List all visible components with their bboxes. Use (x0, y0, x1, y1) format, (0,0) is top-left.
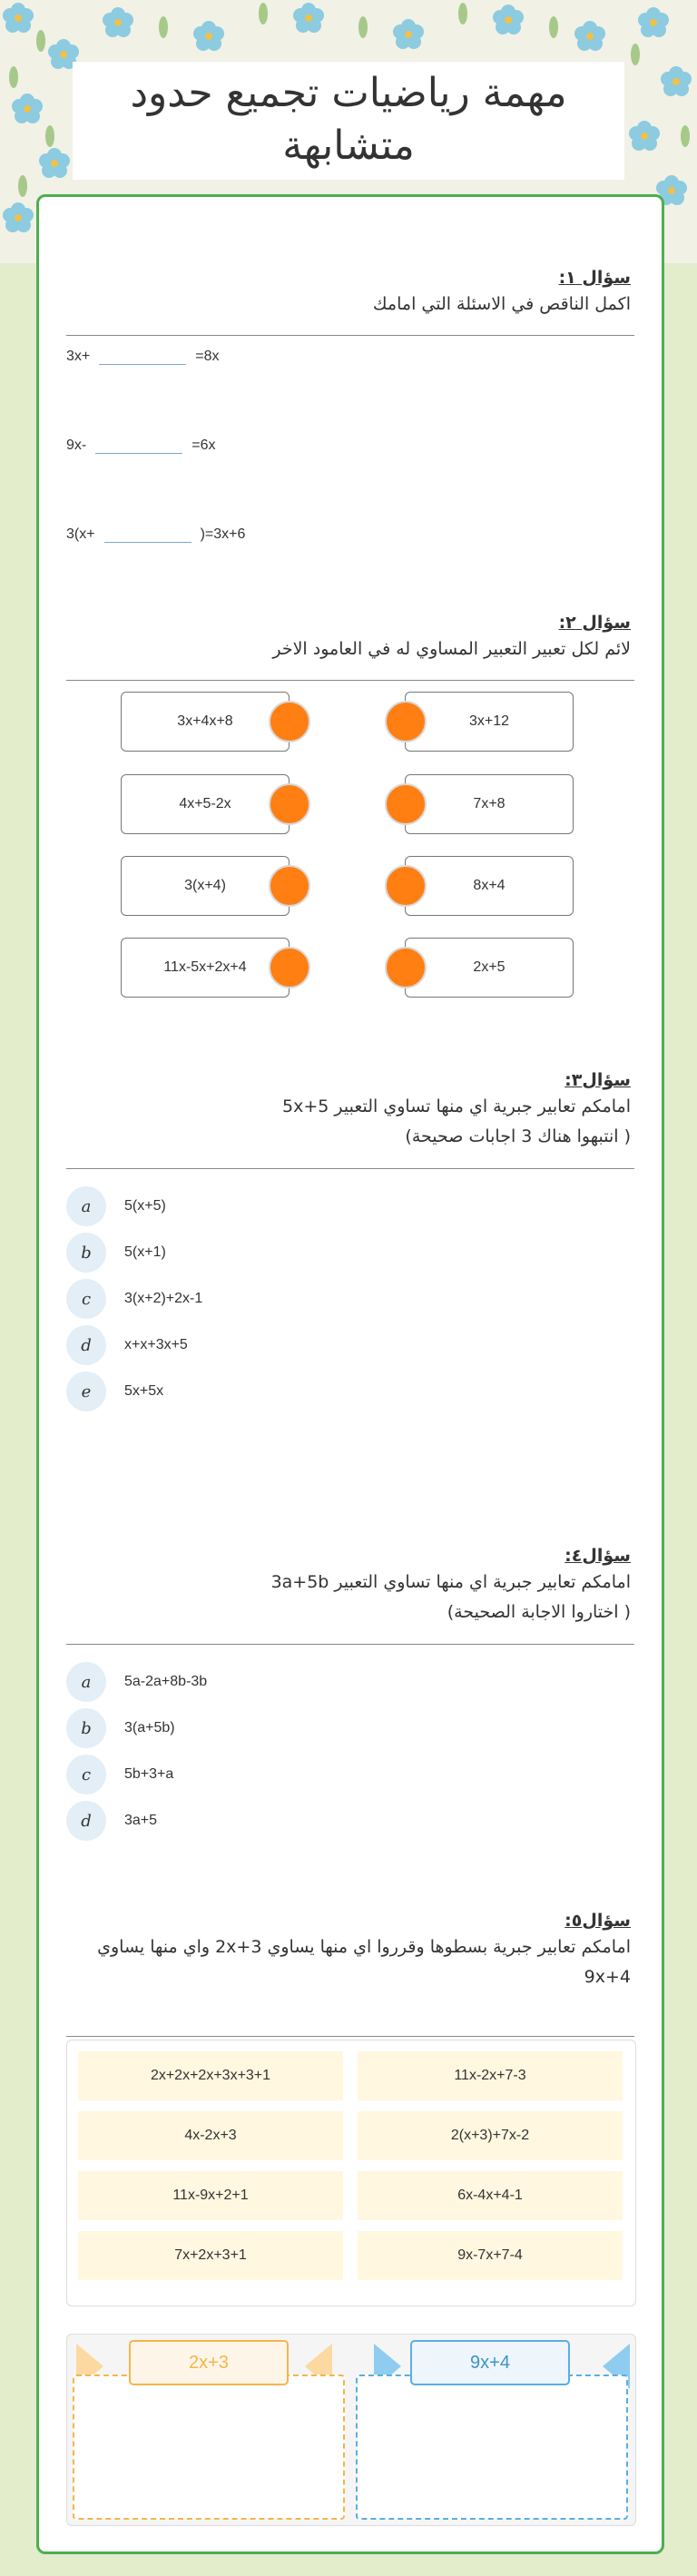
drag-item[interactable]: 6x-4x+4-1 (358, 2171, 623, 2220)
match-connector-dot[interactable] (269, 701, 310, 742)
bin-b-label: 9x+4 (410, 2340, 570, 2385)
match-connector-dot[interactable] (269, 783, 310, 825)
q1-row-prefix: 3(x+ (66, 526, 95, 542)
drag-item[interactable]: 4x-2x+3 (78, 2111, 343, 2160)
match-right-item[interactable]: 8x+4 (405, 856, 574, 916)
q4-option[interactable] (66, 1755, 173, 1794)
q1-row-suffix: =6x (191, 438, 216, 453)
divider (66, 1168, 634, 1169)
q1-blank-input[interactable] (99, 348, 186, 365)
divider (66, 2036, 634, 2037)
option-letter-badge: c (66, 1279, 106, 1319)
match-right-item[interactable]: 7x+8 (405, 774, 574, 834)
q1-blank-input[interactable] (95, 437, 182, 454)
divider (66, 1644, 634, 1645)
q3-option[interactable] (66, 1233, 166, 1273)
drag-item[interactable]: 11x-9x+2+1 (78, 2171, 343, 2220)
q4-option[interactable] (66, 1708, 175, 1748)
q1-text: اكمل الناقص في الاسئلة التي امامك (372, 294, 631, 314)
option-letter-badge: a (66, 1186, 106, 1226)
match-right-item[interactable]: 3x+12 (405, 692, 574, 752)
drag-item[interactable]: 2x+2x+2x+3x+3+1 (78, 2051, 343, 2100)
q5-label: سؤال٥: (564, 1911, 631, 1931)
q1-row (66, 526, 245, 543)
q1-row-prefix: 9x- (66, 438, 87, 453)
option-text: 3(x+2)+2x-1 (124, 1291, 203, 1306)
worksheet-card (36, 194, 664, 2554)
q2-header (68, 611, 631, 664)
match-connector-dot[interactable] (385, 947, 427, 988)
match-left-item[interactable]: 11x-5x+2x+4 (121, 938, 290, 998)
option-text: 3(a+5b) (124, 1720, 175, 1735)
q2-text: لائم لكل تعبير التعبير المساوي له في العامود الاخر (272, 639, 631, 659)
drop-bin-a[interactable] (73, 2374, 345, 2520)
match-right-item[interactable]: 2x+5 (405, 938, 574, 998)
page-title: مهمة رياضيات تجميع حدود متشابهة (73, 62, 624, 180)
divider (66, 680, 634, 681)
q1-blank-input[interactable] (104, 526, 191, 543)
bin-a-label: 2x+3 (129, 2340, 289, 2385)
match-connector-dot[interactable] (385, 701, 427, 742)
option-letter-badge: b (66, 1708, 106, 1748)
q5-header (68, 1909, 631, 1992)
match-left-item[interactable]: 3x+4x+8 (121, 692, 290, 752)
drag-item[interactable]: 7x+2x+3+1 (78, 2231, 343, 2280)
drop-bin-b[interactable] (356, 2374, 628, 2520)
q3-option[interactable] (66, 1186, 166, 1226)
drag-item[interactable]: 9x-7x+7-4 (358, 2231, 623, 2280)
match-left-item[interactable]: 3(x+4) (121, 856, 290, 916)
q5-text: امامكم تعابير جبرية بسطوها وقرروا اي منها يساوي 2x+3 واي منها يساوي 9x+4 (97, 1937, 631, 1987)
option-letter-badge: d (66, 1325, 106, 1365)
q4-text: امامكم تعابير جبرية اي منها تساوي التعبير 3a+5b (270, 1572, 631, 1592)
q1-header (68, 266, 631, 320)
q3-text: امامكم تعابير جبرية اي منها تساوي التعبير 5x+5 (282, 1096, 631, 1116)
option-letter-badge: b (66, 1233, 106, 1273)
option-text: 5b+3+a (124, 1766, 174, 1782)
option-text: 5(x+5) (124, 1198, 166, 1214)
q2-label: سؤال ٢: (558, 613, 631, 633)
q1-row-suffix: )=3x+6 (200, 526, 246, 542)
match-connector-dot[interactable] (385, 783, 427, 825)
q3-option[interactable] (66, 1325, 188, 1365)
option-letter-badge: c (66, 1755, 106, 1794)
option-letter-badge: e (66, 1372, 106, 1411)
q4-option[interactable] (66, 1801, 157, 1841)
q3-header (68, 1068, 631, 1152)
sort-bins-area (66, 2334, 636, 2526)
option-text: x+x+3x+5 (124, 1337, 188, 1352)
q3-option[interactable] (66, 1279, 202, 1319)
q4-header (68, 1544, 631, 1627)
q1-row (66, 437, 215, 454)
option-text: 5x+5x (124, 1383, 164, 1399)
q1-row-suffix: =8x (195, 349, 220, 364)
match-connector-dot[interactable] (269, 865, 310, 907)
q1-row-prefix: 3x+ (66, 349, 91, 364)
q1-row (66, 348, 220, 365)
q3-hint: ( انتبهوا هناك 3 اجابات صحيحة) (405, 1126, 631, 1146)
option-text: 5a-2a+8b-3b (124, 1674, 208, 1689)
drag-item[interactable]: 2(x+3)+7x-2 (358, 2111, 623, 2160)
q4-label: سؤال٤: (564, 1546, 631, 1566)
q3-label: سؤال٣: (564, 1070, 631, 1090)
option-text: 5(x+1) (124, 1244, 166, 1260)
q3-option[interactable] (66, 1372, 163, 1411)
match-connector-dot[interactable] (385, 865, 427, 907)
match-connector-dot[interactable] (269, 947, 310, 988)
divider (66, 335, 634, 336)
q4-option[interactable] (66, 1662, 207, 1702)
option-letter-badge: d (66, 1801, 106, 1841)
drag-item[interactable]: 11x-2x+7-3 (358, 2051, 623, 2100)
q1-label: سؤال ١: (558, 268, 631, 288)
option-letter-badge: a (66, 1662, 106, 1702)
q4-hint: ( اختاروا الاجابة الصحيحة) (447, 1602, 631, 1622)
sort-items-area (66, 2040, 636, 2306)
match-left-item[interactable]: 4x+5-2x (121, 774, 290, 834)
option-text: 3a+5 (124, 1813, 158, 1828)
